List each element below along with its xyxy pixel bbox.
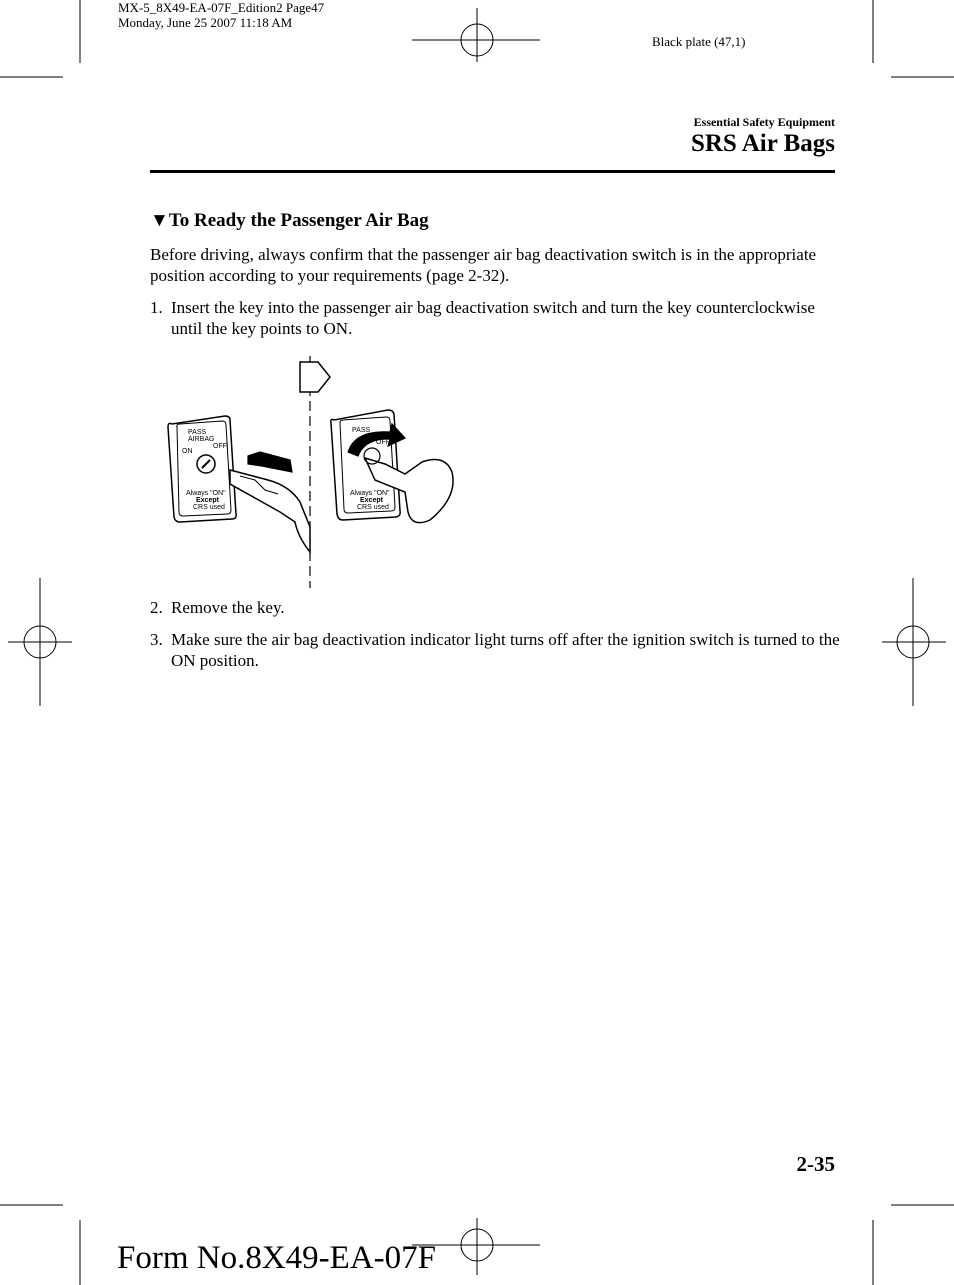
step-1 xyxy=(150,297,840,339)
switch-except-label: Except xyxy=(196,497,219,504)
section-heading-text: To Ready the Passenger Air Bag xyxy=(168,210,429,231)
switch-pass-label-right: PASS xyxy=(352,427,371,434)
form-number: Form No.8X49-EA-07F xyxy=(117,1240,436,1276)
step-text: Remove the key. xyxy=(171,598,285,617)
step-number: 3. xyxy=(150,630,163,649)
switch-on-label: ON xyxy=(182,448,193,455)
step-number: 1. xyxy=(150,298,163,317)
switch-airbag-label: AIRBAG xyxy=(188,436,215,443)
black-plate-label: Black plate (47,1) xyxy=(652,34,746,49)
step-2 xyxy=(150,597,840,618)
print-header-file: MX-5_8X49-EA-07F_Edition2 Page47 xyxy=(118,0,325,15)
switch-crs-label: CRS used xyxy=(193,504,225,511)
section-heading xyxy=(150,210,429,232)
switch-pass-label: PASS xyxy=(188,429,207,436)
switch-off-label-right: OFF xyxy=(376,439,390,446)
triangle-down-icon: ▼ xyxy=(150,210,169,231)
switch-always-label: Always "ON" xyxy=(186,490,226,497)
step-number: 2. xyxy=(150,598,163,617)
title-rule xyxy=(150,170,835,173)
intro-paragraph: Before driving, always confirm that the passenger air bag deactivation switch is in the appropriate position according to your requirements (page 2-32). xyxy=(150,245,817,285)
switch-always-label-right: Always "ON" xyxy=(350,490,390,497)
chapter-title: SRS Air Bags xyxy=(690,130,835,157)
step-3 xyxy=(150,629,840,671)
switch-except-label-right: Except xyxy=(360,497,383,504)
step-text: Insert the key into the passenger air bag deactivation switch and turn the key counterclockwise until the key points to ON. xyxy=(171,298,815,338)
switch-crs-label-right: CRS used xyxy=(357,504,389,511)
key-switch-illustration xyxy=(160,352,460,588)
step-text: Make sure the air bag deactivation indicator light turns off after the ignition switch is turned to the ON position. xyxy=(171,630,840,670)
page-number: 2-35 xyxy=(796,1152,835,1176)
switch-off-label: OFF xyxy=(213,443,227,450)
section-label: Essential Safety Equipment xyxy=(693,115,835,129)
print-header-date: Monday, June 25 2007 11:18 AM xyxy=(118,15,293,30)
print-header xyxy=(118,0,324,30)
